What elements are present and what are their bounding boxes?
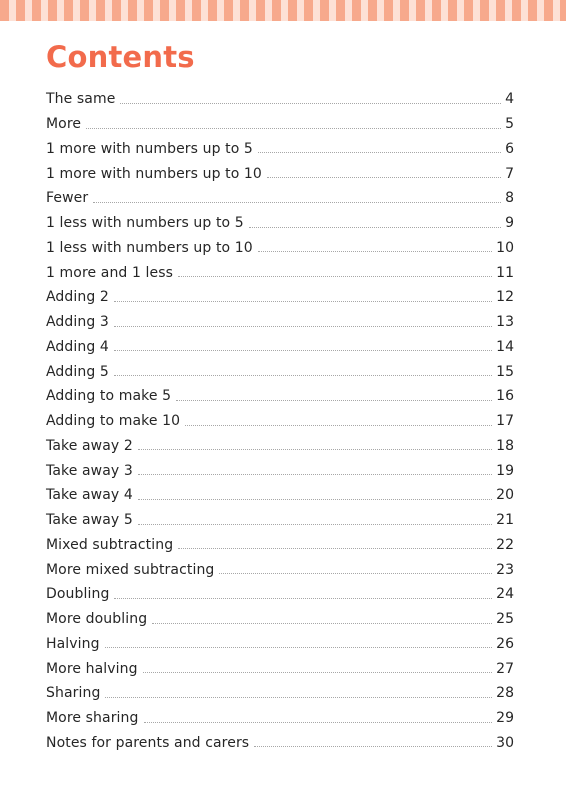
toc-entry-page-number: 18 <box>496 437 514 454</box>
toc-entry[interactable] <box>46 731 514 756</box>
toc-entry[interactable] <box>46 87 514 112</box>
toc-entry[interactable] <box>46 557 514 582</box>
toc-entry-page-number: 23 <box>496 561 514 578</box>
toc-entry-page-number: 6 <box>505 140 514 157</box>
page-title: Contents <box>46 40 195 74</box>
dotted-leader <box>152 623 492 624</box>
toc-entry-page-number: 5 <box>505 116 514 133</box>
toc-entry-label: More sharing <box>46 710 139 727</box>
toc-entry[interactable] <box>46 112 514 137</box>
toc-entry-page-number: 25 <box>496 611 514 628</box>
toc-entry-page-number: 28 <box>496 685 514 702</box>
toc-entry-page-number: 19 <box>496 462 514 479</box>
toc-entry-label: Sharing <box>46 685 101 702</box>
toc-entry-page-number: 16 <box>496 388 514 405</box>
toc-entry-label: Notes for parents and carers <box>46 734 250 751</box>
toc-entry-label: Fewer <box>46 190 89 207</box>
dotted-leader <box>144 722 493 723</box>
toc-entry-label: Take away 4 <box>46 487 133 504</box>
toc-entry[interactable] <box>46 681 514 706</box>
toc-entry-label: 1 more with numbers up to 5 <box>46 140 253 157</box>
toc-entry-page-number: 11 <box>496 264 514 281</box>
toc-entry[interactable] <box>46 508 514 533</box>
toc-entry-page-number: 9 <box>505 215 514 232</box>
toc-entry-label: Halving <box>46 635 100 652</box>
toc-entry-page-number: 22 <box>496 536 514 553</box>
toc-entry-label: Mixed subtracting <box>46 536 174 553</box>
dotted-leader <box>178 276 492 277</box>
dotted-leader <box>249 227 501 228</box>
dotted-leader <box>114 301 492 302</box>
toc-entry-label: Adding 4 <box>46 338 109 355</box>
toc-entry-label: Take away 2 <box>46 437 133 454</box>
toc-entry-page-number: 21 <box>496 512 514 529</box>
toc-entry-page-number: 24 <box>496 586 514 603</box>
toc-entry-label: More <box>46 116 82 133</box>
dotted-leader <box>254 746 492 747</box>
toc-entry-label: 1 less with numbers up to 5 <box>46 215 244 232</box>
toc-entry-page-number: 4 <box>505 91 514 108</box>
toc-entry-label: More halving <box>46 660 138 677</box>
toc-entry-page-number: 7 <box>505 165 514 182</box>
toc-entry-label: Adding 2 <box>46 289 109 306</box>
toc-entry-label: Take away 3 <box>46 462 133 479</box>
toc-entry-label: 1 more and 1 less <box>46 264 174 281</box>
dotted-leader <box>138 524 492 525</box>
toc-entry[interactable] <box>46 359 514 384</box>
toc-entry[interactable] <box>46 533 514 558</box>
toc-entry[interactable] <box>46 236 514 261</box>
dotted-leader <box>143 672 493 673</box>
toc-entry[interactable] <box>46 335 514 360</box>
toc-entry-page-number: 15 <box>496 363 514 380</box>
dotted-leader <box>258 251 492 252</box>
toc-entry-label: 1 less with numbers up to 10 <box>46 239 253 256</box>
toc-entry[interactable] <box>46 161 514 186</box>
toc-entry[interactable] <box>46 211 514 236</box>
toc-entry[interactable] <box>46 607 514 632</box>
toc-entry-label: Adding 5 <box>46 363 109 380</box>
toc-entry-page-number: 10 <box>496 239 514 256</box>
toc-entry-label: Doubling <box>46 586 110 603</box>
toc-entry-label: More mixed subtracting <box>46 561 215 578</box>
toc-entry-label: 1 more with numbers up to 10 <box>46 165 262 182</box>
toc-entry-page-number: 8 <box>505 190 514 207</box>
dotted-leader <box>185 425 492 426</box>
toc-entry-page-number: 27 <box>496 660 514 677</box>
table-of-contents <box>46 87 514 755</box>
dotted-leader <box>219 573 492 574</box>
dotted-leader <box>105 697 492 698</box>
toc-entry[interactable] <box>46 137 514 162</box>
toc-entry-page-number: 26 <box>496 635 514 652</box>
toc-entry-page-number: 14 <box>496 338 514 355</box>
dotted-leader <box>86 128 501 129</box>
toc-entry-page-number: 13 <box>496 314 514 331</box>
toc-entry-label: Take away 5 <box>46 512 133 529</box>
toc-entry-label: The same <box>46 91 116 108</box>
toc-entry-page-number: 20 <box>496 487 514 504</box>
dotted-leader <box>138 499 492 500</box>
dotted-leader <box>93 202 501 203</box>
toc-entry-label: More doubling <box>46 611 148 628</box>
toc-entry-page-number: 29 <box>496 710 514 727</box>
dotted-leader <box>267 177 501 178</box>
toc-entry-label: Adding 3 <box>46 314 109 331</box>
toc-entry[interactable] <box>46 632 514 657</box>
toc-entry-label: Adding to make 10 <box>46 413 181 430</box>
dotted-leader <box>114 598 492 599</box>
dotted-leader <box>138 474 492 475</box>
dotted-leader <box>258 152 501 153</box>
dotted-leader <box>176 400 492 401</box>
toc-entry-page-number: 12 <box>496 289 514 306</box>
toc-entry[interactable] <box>46 384 514 409</box>
dotted-leader <box>178 548 492 549</box>
toc-entry-page-number: 30 <box>496 734 514 751</box>
toc-entry[interactable] <box>46 656 514 681</box>
toc-entry[interactable] <box>46 409 514 434</box>
dotted-leader <box>114 326 492 327</box>
toc-entry-label: Adding to make 5 <box>46 388 172 405</box>
toc-entry[interactable] <box>46 458 514 483</box>
dotted-leader <box>120 103 501 104</box>
toc-entry[interactable] <box>46 582 514 607</box>
toc-entry[interactable] <box>46 260 514 285</box>
dotted-leader <box>114 375 492 376</box>
dotted-leader <box>105 647 493 648</box>
toc-entry-page-number: 17 <box>496 413 514 430</box>
toc-entry[interactable] <box>46 186 514 211</box>
toc-entry[interactable] <box>46 483 514 508</box>
toc-entry[interactable] <box>46 434 514 459</box>
dotted-leader <box>114 350 492 351</box>
decorative-stripe-border <box>0 0 566 21</box>
toc-entry[interactable] <box>46 706 514 731</box>
toc-entry[interactable] <box>46 310 514 335</box>
toc-entry[interactable] <box>46 285 514 310</box>
dotted-leader <box>138 449 492 450</box>
